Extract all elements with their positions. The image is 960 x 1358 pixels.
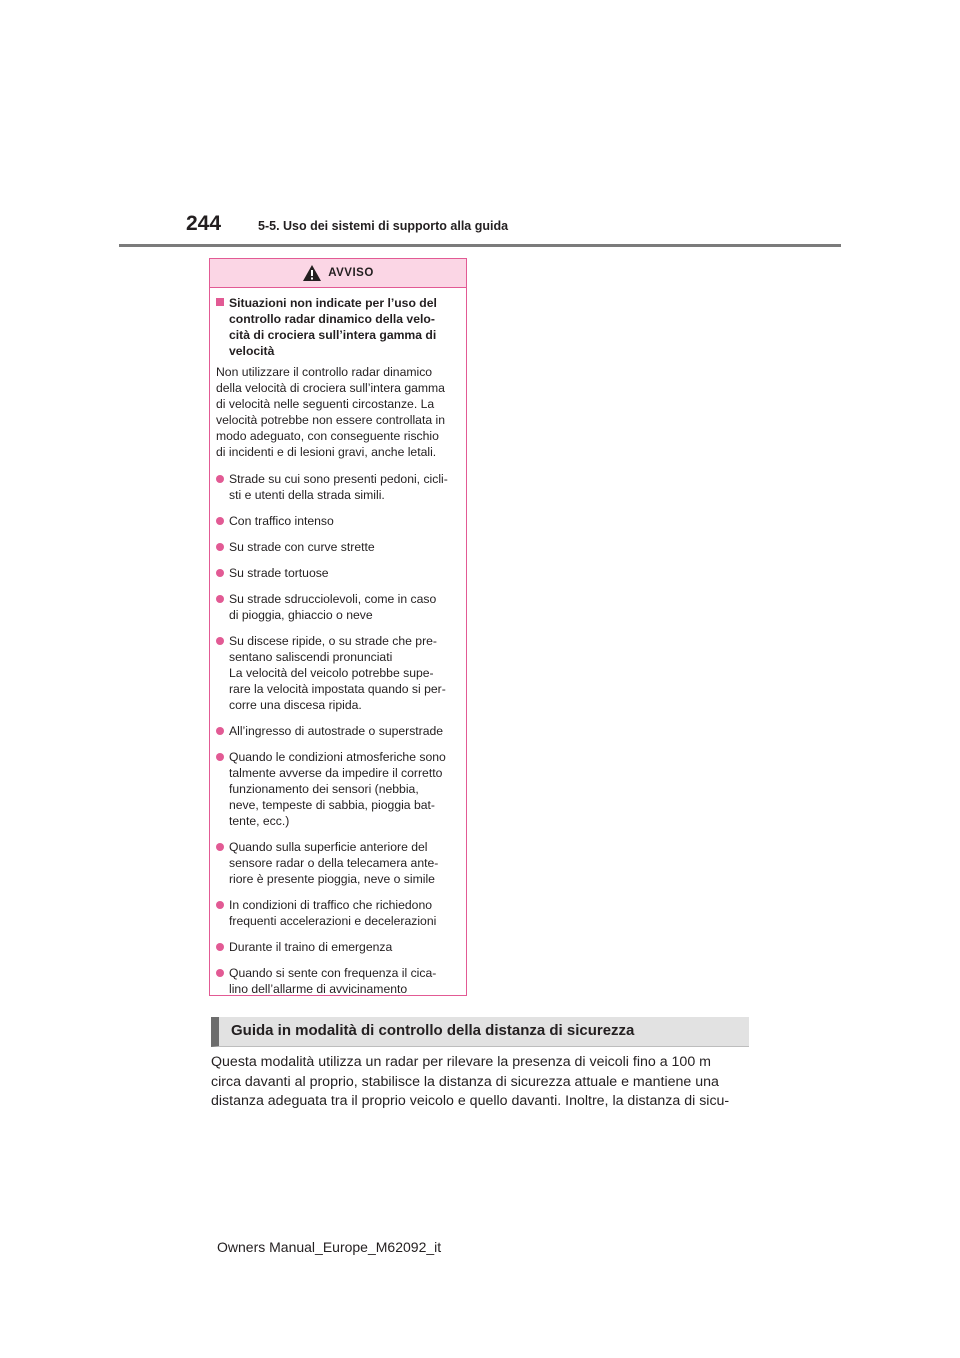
subsection-title: Guida in modalità di controllo della distanza di sicurezza <box>231 1022 635 1039</box>
circle-bullet-icon <box>216 637 224 645</box>
circle-bullet-icon <box>216 969 224 977</box>
list-item: Strade su cui sono presenti pedoni, cicli- sti e utenti della strada simili. <box>216 471 460 503</box>
circle-bullet-icon <box>216 517 224 525</box>
circle-bullet-icon <box>216 843 224 851</box>
circle-bullet-icon <box>216 475 224 483</box>
list-item: Quando si sente con frequenza il cica- lino dell’allarme di avvicinamento <box>216 965 460 997</box>
list-item: Quando le condizioni atmosferiche sono talmente avverse da impedire il corretto funzionamento dei sensori (nebbia, neve, tempeste di sabbia, pioggia bat- tente, ecc.) <box>216 749 460 829</box>
list-item: Su discese ripide, o su strade che pre- sentano saliscendi pronunciati La velocità del veicolo potrebbe supe- rare la velocità impostata quando si per- corre una discesa ripida. <box>216 633 460 713</box>
warning-list <box>216 471 460 997</box>
list-item: Quando sulla superficie anteriore del sensore radar o della telecamera ante- riore è presente pioggia, neve o simile <box>216 839 460 887</box>
body-paragraph: Questa modalità utilizza un radar per rilevare la presenza di veicoli fino a 100 m circa davanti al proprio, stabilisce la distanza di sicurezza attuale e mantiene una distanza adeguata tra il proprio veicolo e quello davanti. Inoltre, la distanza di sicu- <box>211 1054 730 1109</box>
circle-bullet-icon <box>216 595 224 603</box>
circle-bullet-icon <box>216 943 224 951</box>
header-rule <box>119 244 841 247</box>
list-item: Su strade sdrucciolevoli, come in caso di pioggia, ghiaccio o neve <box>216 591 460 623</box>
footer-text: Owners Manual_Europe_M62092_it <box>217 1239 442 1255</box>
circle-bullet-icon <box>216 727 224 735</box>
warning-box <box>209 258 467 996</box>
warning-body <box>210 288 466 997</box>
page-number: 244 <box>186 212 222 235</box>
warning-header <box>210 259 466 288</box>
list-item: Su strade tortuose <box>216 565 460 581</box>
list-item: Con traffico intenso <box>216 513 460 529</box>
list-item: All’ingresso di autostrade o superstrade <box>216 723 460 739</box>
warning-label: AVVISO <box>328 267 374 279</box>
circle-bullet-icon <box>216 753 224 761</box>
list-item: In condizioni di traffico che richiedono frequenti accelerazioni e decelerazioni <box>216 897 460 929</box>
square-bullet-icon <box>216 298 224 306</box>
list-item: Su strade con curve strette <box>216 539 460 555</box>
warning-heading-text: Situazioni non indicate per l’uso del controllo radar dinamico della velo- cità di crociera sull’intera gamma di velocità <box>229 296 437 358</box>
warning-triangle-icon <box>302 264 322 282</box>
circle-bullet-icon <box>216 543 224 551</box>
list-item: Durante il traino di emergenza <box>216 939 460 955</box>
subsection-heading-bar <box>211 1017 749 1047</box>
circle-bullet-icon <box>216 569 224 577</box>
warning-heading <box>216 295 460 359</box>
circle-bullet-icon <box>216 901 224 909</box>
warning-paragraph: Non utilizzare il controllo radar dinamico della velocità di crociera sull’intera gamma di velocità nelle seguenti circostanze. La velocità potrebbe non essere controllata in modo adeguato, con conseguente rischio di incidenti e di lesioni gravi, anche letali. <box>216 365 445 459</box>
section-title: 5-5. Uso dei sistemi di supporto alla guida <box>258 219 509 233</box>
